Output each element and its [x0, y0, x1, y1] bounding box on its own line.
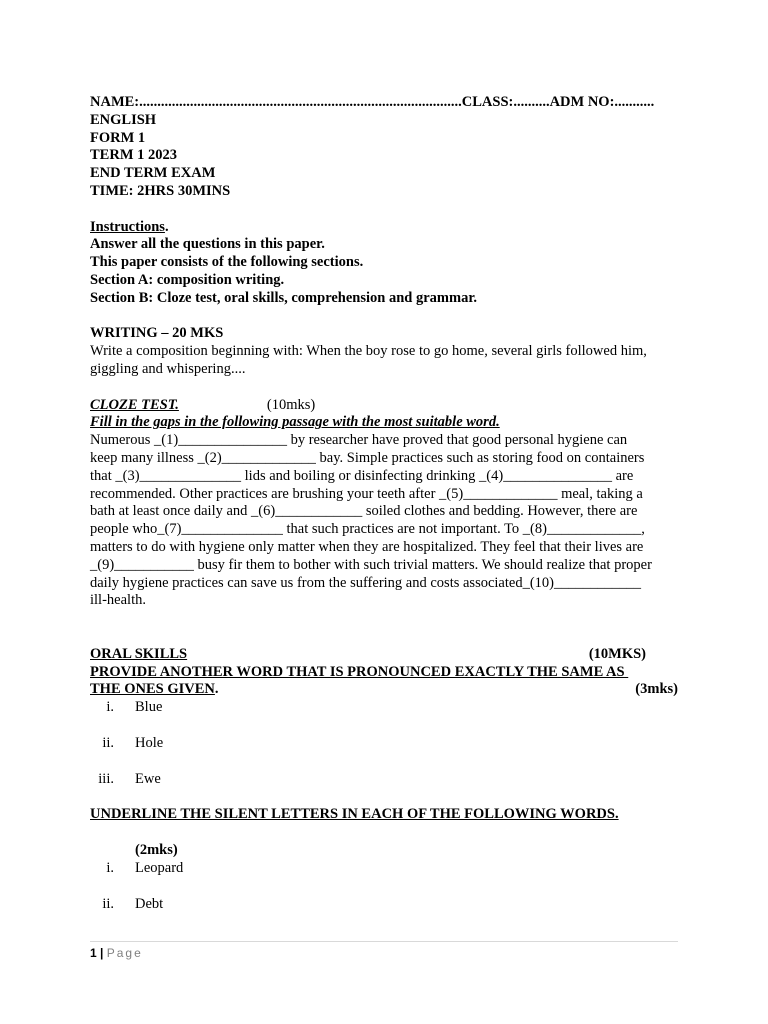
form-level: FORM 1	[90, 129, 146, 146]
oral-marks: (10MKS)	[588, 645, 646, 662]
exam-content	[90, 94, 678, 913]
oral-q1-list	[90, 699, 678, 788]
passage-line: _(9)___________ busy fir them to bother with such trivial matters. We should realize that proper	[90, 556, 652, 573]
oral-q1-marks: (3mks)	[635, 681, 678, 698]
class-adm-field: CLASS:..........ADM NO:...........	[461, 94, 655, 110]
item-number: ii.	[102, 734, 114, 751]
passage-line: ill-health.	[90, 592, 146, 609]
list-item	[90, 735, 678, 753]
item-number: i.	[106, 859, 114, 876]
instruction-line: Section B: Cloze test, oral skills, comprehension and grammar.	[90, 289, 478, 306]
passage-line: that _(3)______________ lids and boiling or disinfecting drinking _(4)_______________ are	[90, 467, 634, 484]
subject: ENGLISH	[90, 111, 157, 128]
writing-heading: WRITING – 20 MKS	[90, 325, 224, 342]
page-footer	[90, 941, 678, 960]
name-field: NAME:.........................................................................................	[90, 94, 462, 110]
oral-q2-heading: UNDERLINE THE SILENT LETTERS IN EACH OF THE FOLLOWING WORDS.	[90, 806, 619, 823]
list-item	[90, 699, 678, 717]
oral-heading: ORAL SKILLS	[90, 645, 188, 662]
item-word: Hole	[135, 734, 164, 751]
oral-q2-marks: (2mks)	[135, 842, 178, 859]
item-word: Blue	[135, 699, 163, 716]
term: TERM 1 2023	[90, 147, 177, 164]
oral-q1-line2-row	[90, 681, 678, 699]
page-number: 1	[90, 946, 97, 960]
instructions-heading	[90, 219, 678, 237]
writing-prompt-line: Write a composition beginning with: When the boy rose to go home, several girls followed him,	[90, 343, 647, 360]
list-item	[90, 860, 678, 878]
list-item	[90, 896, 678, 914]
oral-q1-line2-suffix: .	[214, 681, 219, 698]
passage-line: recommended. Other practices are brushing your teeth after _(5)_____________ meal, taking a	[90, 485, 643, 502]
passage-line: keep many illness _(2)_____________ bay. Simple practices such as storing food on containers	[90, 449, 645, 466]
item-number: ii.	[102, 895, 114, 912]
list-item	[90, 771, 678, 789]
footer-separator: |	[96, 946, 107, 960]
page-label: Page	[106, 946, 143, 960]
cloze-marks: (10mks)	[266, 396, 316, 413]
passage-line: daily hygiene practices can save us from the suffering and costs associated_(10)____________	[90, 574, 641, 591]
cloze-heading: CLOZE TEST.	[90, 396, 179, 413]
instruction-line: Section A: composition writing.	[90, 271, 285, 288]
passage-line: people who_(7)______________ that such practices are not important. To _(8)_____________,	[90, 521, 645, 538]
oral-q1-line1: PROVIDE ANOTHER WORD THAT IS PRONOUNCED EXACTLY THE SAME AS	[90, 663, 629, 680]
oral-q1-line2: THE ONES GIVEN	[90, 681, 215, 698]
item-number: i.	[106, 699, 114, 716]
exam-title: END TERM EXAM	[90, 165, 216, 182]
item-word: Ewe	[135, 770, 161, 787]
cloze-heading-row	[90, 397, 678, 415]
cloze-passage	[90, 432, 678, 610]
instructions-title: Instructions	[90, 218, 165, 235]
cloze-instruction: Fill in the gaps in the following passage with the most suitable word.	[90, 414, 500, 431]
instruction-line: This paper consists of the following sections.	[90, 254, 364, 271]
item-number: iii.	[98, 770, 114, 787]
item-word: Debt	[135, 895, 164, 912]
writing-prompt-line: giggling and whispering....	[90, 360, 246, 377]
passage-line: bath at least once daily and _(6)____________ soiled clothes and bedding. However, there are	[90, 503, 638, 520]
oral-q2-list	[90, 860, 678, 914]
instructions-title-suffix: .	[164, 218, 169, 235]
name-line	[90, 94, 678, 112]
exam-time: TIME: 2HRS 30MINS	[90, 182, 231, 199]
passage-line: matters to do with hygiene only matter when they are hospitalized. They feel that their lives are	[90, 538, 644, 555]
passage-line: Numerous _(1)_______________ by researcher have proved that good personal hygiene can	[90, 432, 628, 449]
oral-heading-row	[90, 646, 678, 664]
item-word: Leopard	[135, 859, 184, 876]
instruction-line: Answer all the questions in this paper.	[90, 236, 325, 253]
